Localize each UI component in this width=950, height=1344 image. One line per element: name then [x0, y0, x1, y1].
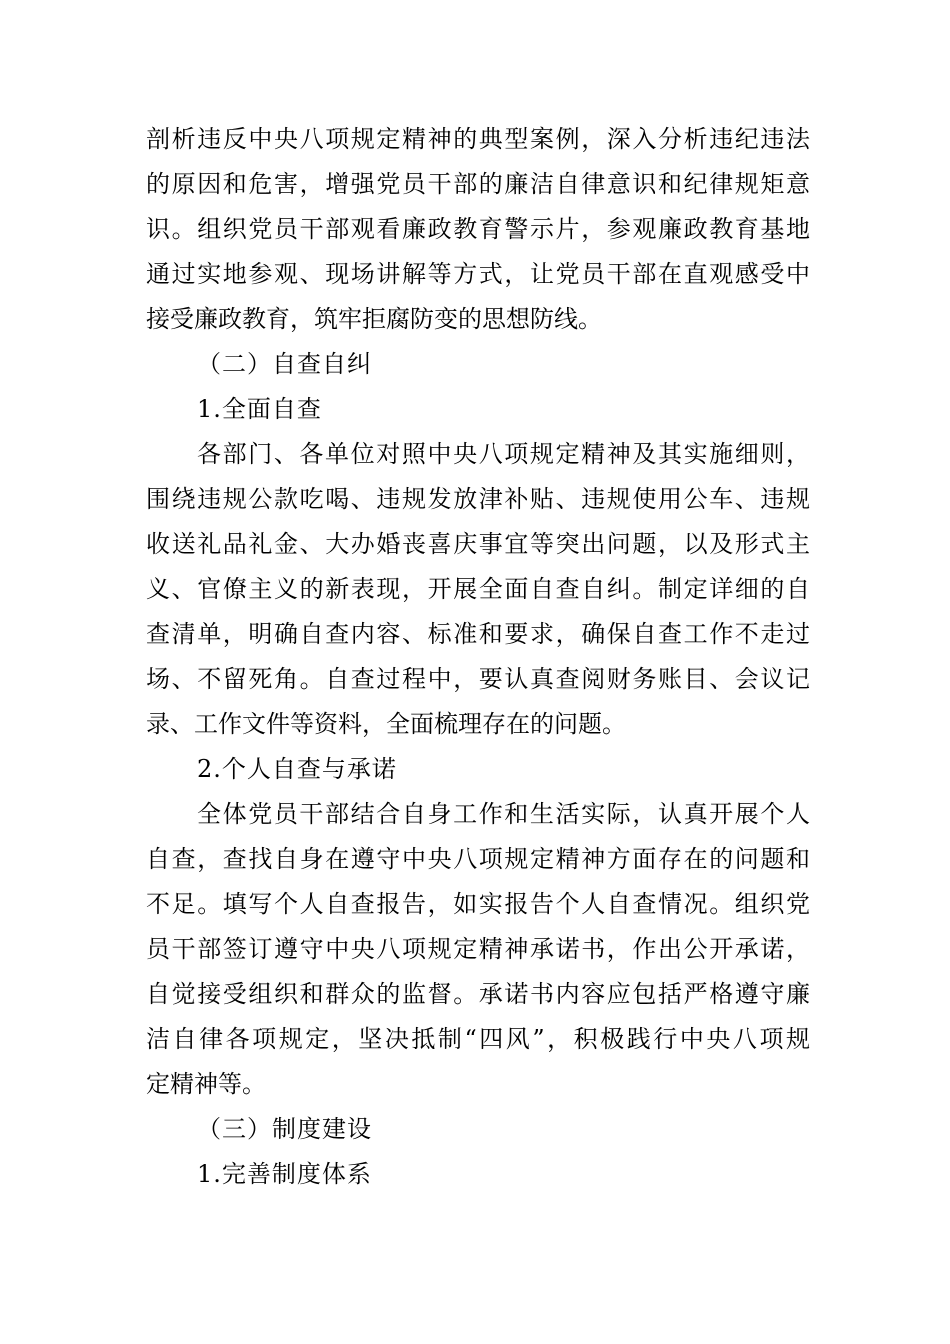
- paragraph-line: 的原因和危害，增强党员干部的廉洁自律意识和纪律规矩意: [146, 170, 810, 198]
- paragraph-line: 各部门、各单位对照中央八项规定精神及其实施细则，: [197, 440, 810, 468]
- paragraph-line: 通过实地参观、现场讲解等方式，让党员干部在直观感受中: [146, 260, 810, 288]
- paragraph-line: 录、工作文件等资料，全面梳理存在的问题。: [146, 710, 626, 738]
- paragraph-line: 洁自律各项规定，坚决抵制“四风”，积极践行中央八项规: [146, 1025, 810, 1053]
- paragraph-line: 查清单，明确自查内容、标准和要求，确保自查工作不走过: [146, 620, 810, 648]
- paragraph-line: 剖析违反中央八项规定精神的典型案例，深入分析违纪违法: [146, 125, 810, 153]
- subsection-heading: 1.完善制度体系: [197, 1160, 372, 1188]
- section-heading: （三）制度建设: [197, 1115, 372, 1143]
- subsection-heading: 1.全面自查: [197, 395, 322, 423]
- paragraph-line: 自查，查找自身在遵守中央八项规定精神方面存在的问题和: [146, 845, 810, 873]
- paragraph-line: 识。组织党员干部观看廉政教育警示片，参观廉政教育基地: [146, 215, 810, 243]
- paragraph-line: 场、不留死角。自查过程中，要认真查阅财务账目、会议记: [146, 665, 810, 693]
- paragraph-line: 定精神等。: [146, 1070, 266, 1098]
- paragraph-line: 义、官僚主义的新表现，开展全面自查自纠。制定详细的自: [146, 575, 810, 603]
- subsection-heading: 2.个人自查与承诺: [197, 755, 397, 783]
- section-heading: （二）自查自纠: [197, 350, 372, 378]
- paragraph-line: 全体党员干部结合自身工作和生活实际，认真开展个人: [197, 800, 810, 828]
- paragraph-line: 自觉接受组织和群众的监督。承诺书内容应包括严格遵守廉: [146, 980, 810, 1008]
- paragraph-line: 收送礼品礼金、大办婚丧喜庆事宜等突出问题，以及形式主: [146, 530, 810, 558]
- paragraph-line: 接受廉政教育，筑牢拒腐防变的思想防线。: [146, 305, 602, 333]
- paragraph-line: 不足。填写个人自查报告，如实报告个人自查情况。组织党: [146, 890, 810, 918]
- paragraph-line: 员干部签订遵守中央八项规定精神承诺书，作出公开承诺，: [146, 935, 810, 963]
- paragraph-line: 围绕违规公款吃喝、违规发放津补贴、违规使用公车、违规: [146, 485, 810, 513]
